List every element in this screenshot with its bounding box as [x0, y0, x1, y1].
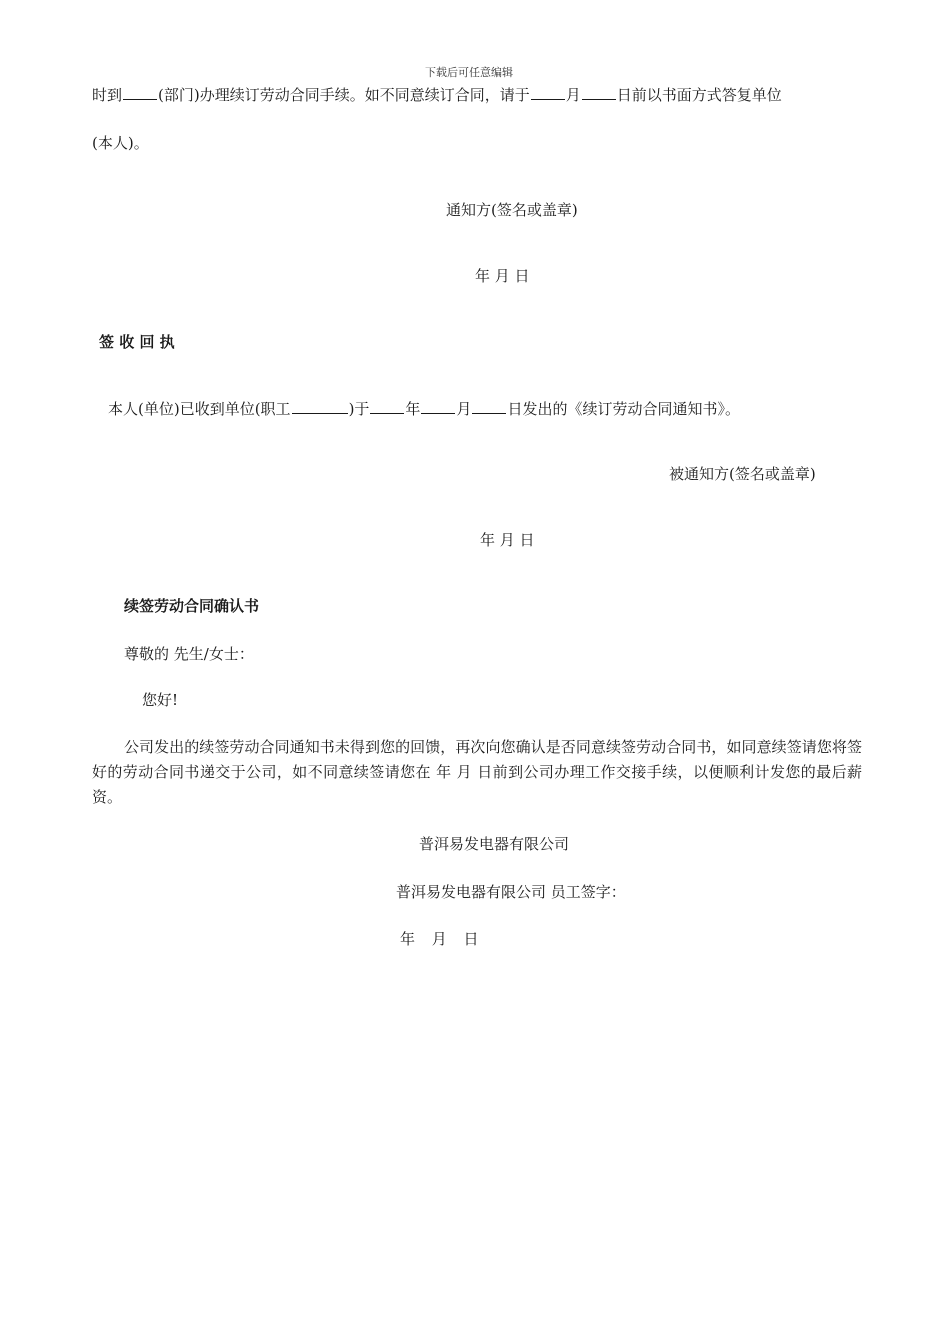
receipt-text-part-a: 本人(单位)已收到单位(职工 [108, 400, 291, 418]
receipt-day-blank[interactable] [472, 398, 506, 414]
notice-line-2: (本人)。 [92, 134, 149, 152]
salutation: 尊敬的 先生/女士： [124, 645, 254, 663]
reply-day-blank[interactable] [582, 84, 616, 100]
employee-name-blank[interactable] [292, 398, 348, 414]
receipt-month-blank[interactable] [421, 398, 455, 414]
notice-line-1-part-d: 日前以书面方式答复单位 [616, 86, 782, 104]
department-blank[interactable] [123, 84, 157, 100]
notice-line-1 [92, 84, 782, 105]
receipt-text [108, 398, 740, 419]
receipt-text-part-e: 日发出的《续订劳动合同通知书》。 [507, 400, 740, 418]
receipt-title: 签 收 回 执 [99, 333, 175, 351]
greeting: 您好! [142, 691, 179, 709]
recipient-date: 年 月 日 [480, 531, 535, 549]
notice-line-1-part-c: 月 [565, 86, 581, 104]
notice-line-1-part-a: 时到 [92, 86, 123, 104]
confirmation-date: 年 月 日 [400, 930, 485, 948]
confirmation-title: 续签劳动合同确认书 [124, 597, 260, 615]
notice-line-1-part-b: (部门)办理续订劳动合同手续。如不同意续订合同，请于 [158, 86, 530, 104]
receipt-text-part-b: )于 [348, 400, 370, 418]
notifier-date: 年 月 日 [475, 267, 530, 285]
confirmation-body: 公司发出的续签劳动合同通知书未得到您的回馈，再次向您确认是否同意续签劳动合同书，如同意续签请您将签好的劳动合同书递交于公司，如不同意续签请您在 年 月 日前到公司办理工作交接手续，以便顺利计发您的最后薪资。 [92, 738, 862, 806]
receipt-year-blank[interactable] [370, 398, 404, 414]
receipt-text-part-c: 年 [405, 400, 421, 418]
notifier-signature-label: 通知方(签名或盖章) [446, 201, 578, 219]
employee-signature-label: 普洱易发电器有限公司 员工签字： [396, 883, 626, 901]
recipient-signature-label: 被通知方(签名或盖章) [669, 465, 816, 483]
reply-month-blank[interactable] [531, 84, 565, 100]
receipt-text-part-d: 月 [456, 400, 472, 418]
company-name: 普洱易发电器有限公司 [419, 835, 570, 853]
header-note: 下载后可任意编辑 [425, 66, 513, 79]
